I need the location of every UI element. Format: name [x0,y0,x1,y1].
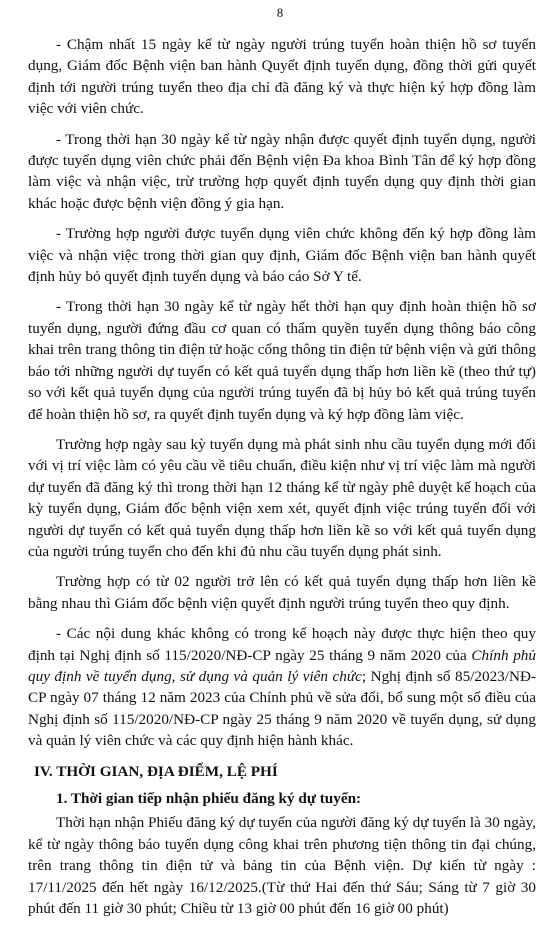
legal-text-1: - Các nội dung khác không có trong kế hoạch này được thực hiện theo quy định tại Nghị định số 115/2020/NĐ-CP ngày 25 tháng 9 năm 2020 của [28,625,536,664]
paragraph-replacement: - Trong thời hạn 30 ngày kể từ ngày hết thời hạn quy định hoàn thiện hồ sơ tuyển dụng, người đứng đầu cơ quan có thẩm quyền tuyển dụng thông báo công khai trên trang thông tin điện tử hoặc cổng thông tin điện tử bệnh viện và gửi thông báo tới những người dự tuyển có kết quả tuyển dụng thấp hơn liền kề (theo thứ tự) so với kết quả tuyển dụng của người trúng tuyển đã bị hủy bỏ kết quả trúng tuyển để hoàn thiện hồ sơ, ra quyết định tuyển dụng và ký hợp đồng làm việc. [28,298,536,423]
paragraph-tie-break: Trường hợp có từ 02 người trở lên có kết quả tuyển dụng thấp hơn liền kề bằng nhau thì Giám đốc bệnh viện quyết định người trúng tuyển theo quy định. [28,573,536,612]
paragraph-legal-basis [28,623,536,751]
legal-text-italic: Chính phủ quy định về tuyển dụng, sử dụng và quản lý viên chức [28,646,536,685]
paragraph-decision-deadline: - Chậm nhất 15 ngày kể từ ngày người trúng tuyển hoàn thiện hồ sơ tuyển dụng, Giám đốc Bệnh viện ban hành Quyết định tuyển dụng, đồng thời gửi quyết định tới người trúng tuyển theo địa chỉ đã đăng ký và thực hiện ký hợp đồng làm việc với viên chức. [28,36,536,118]
paragraph-application-period: Thời hạn nhận Phiếu đăng ký dự tuyển của người đăng ký dự tuyển là 30 ngày, kể từ ngày thông báo tuyển dụng công khai trên phương tiện thông tin đại chúng, trên trang thông tin điện tử và bảng tin của Bệnh viện. Dự kiến từ ngày : 17/11/2025 đến hết ngày 16/12/2025.(Từ thứ Hai đến thứ Sáu; Sáng từ 7 giờ 30 phút đến 11 giờ 30 phút; Chiều từ 13 giờ 00 phút đến 16 giờ 00 phút) [28,814,536,918]
paragraph-no-show: - Trường hợp người được tuyển dụng viên chức không đến ký hợp đồng làm việc và nhận việc trong thời gian quy định, Giám đốc Bệnh viện ban hành quyết định hủy bỏ quyết định tuyển dụng và báo cáo Sở Y tế. [28,225,536,286]
paragraph-contract-signing: - Trong thời hạn 30 ngày kể từ ngày nhận được quyết định tuyển dụng, người được tuyển dụng viên chức phải đến Bệnh viện Đa khoa Bình Tân để ký hợp đồng làm việc và nhận việc, trừ trường hợp quyết định tuyển dụng quy định thời gian khác hoặc được bệnh viện đồng ý gia hạn. [28,130,536,212]
legal-text-3: ; Nghị định số 85/2023/NĐ-CP ngày 07 tháng 12 năm 2023 của Chính phủ về sửa đổi, bổ sung một số điều của Nghị định số 115/2020/NĐ-CP ngày 25 tháng 9 năm 2020 về tuyển dụng, sử dụng và quản lý viên chức và các quy định hiện hành khác. [28,667,536,750]
page-number: 8 [276,6,284,20]
paragraph-new-demand: Trường hợp ngày sau kỳ tuyển dụng mà phát sinh nhu cầu tuyển dụng mới đối với vị trí việc làm có yêu cầu về tiêu chuẩn, điều kiện như vị trí việc làm mà người dự tuyển đã đăng ký thì trong thời hạn 12 tháng kể từ ngày phê duyệt kế hoạch của kỳ tuyển dụng, Giám đốc bệnh viện xem xét, quyết định việc trúng tuyển đối với người dự tuyển có kết quả tuyển dụng thấp hơn liền kề so với kết quả tuyển dụng của người trúng tuyển cho đến khi đủ nhu cầu tuyển dụng phát sinh. [28,435,536,560]
section-heading: IV. THỜI GIAN, ĐỊA ĐIỂM, LỆ PHÍ [34,762,278,780]
subsection-heading: 1. Thời gian tiếp nhận phiếu đăng ký dự tuyển: [56,790,362,807]
document-body [28,34,536,928]
